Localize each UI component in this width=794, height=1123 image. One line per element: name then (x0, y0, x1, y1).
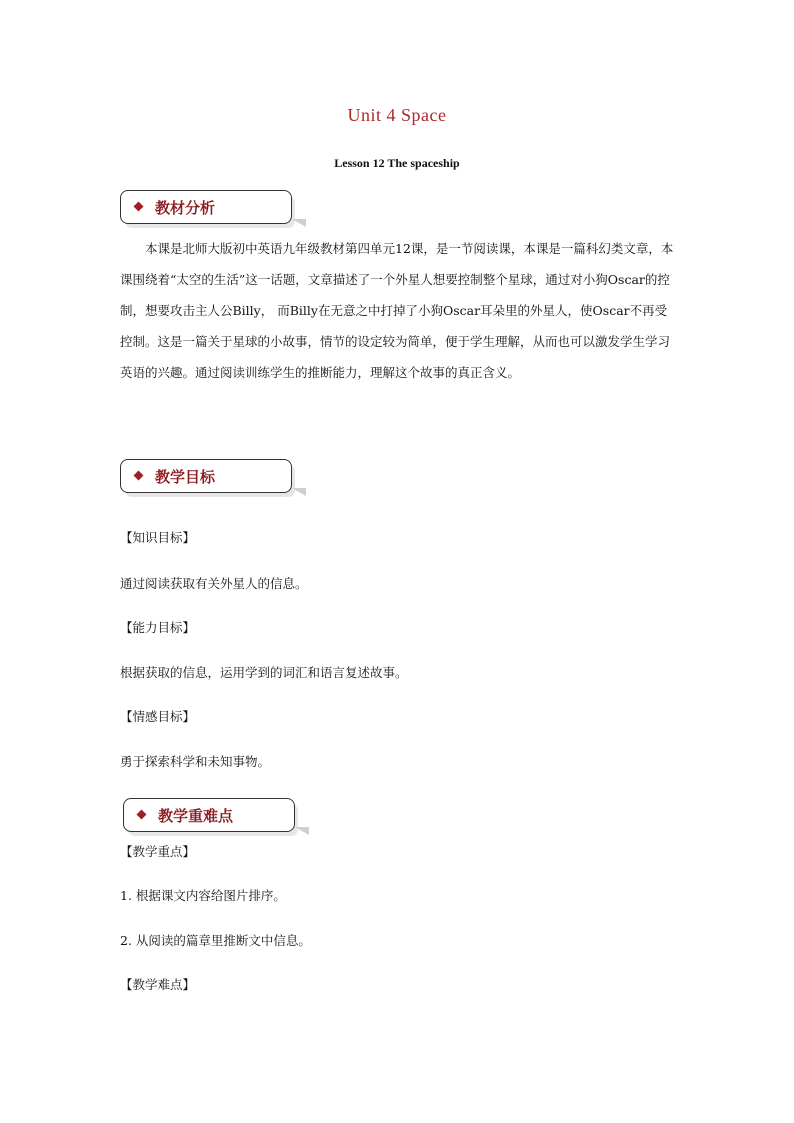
document-title: Unit 4 Space (347, 105, 447, 125)
section-heading-box (123, 798, 295, 832)
key-points-label: 【教学重点】 (120, 844, 196, 859)
emotion-goal-label: 【情感目标】 (120, 709, 196, 724)
section-heading-box (120, 459, 292, 493)
heading-box-tail (292, 219, 306, 227)
emotion-goal-text: 勇于探索科学和未知事物。 (120, 754, 271, 769)
section-heading: 教学重难点 (158, 807, 234, 825)
analysis-paragraph: 本课是北师大版初中英语九年级教材第四单元12课，是一节阅读课，本课是一篇科幻类文章，本课围绕着“太空的生活”这一话题，文章描述了一个外星人想要控制整个星球，通过对小狗Oscar的控制，想要攻击主人公Billy， 而Billy在无意之中打掉了小狗Oscar耳朵里的外星人，使Oscar不再受控制。这是一篇关于星球的小故事，情节的设定较为简单，便于学生理解，从而也可以激发学生学习英语的兴趣。通过阅读训练学生的推断能力，理解这个故事的真正含义。 (120, 241, 674, 380)
key-point-item: 2. 从阅读的篇章里推断文中信息。 (120, 933, 311, 948)
document-subtitle: Lesson 12 The spaceship (334, 156, 460, 170)
section-heading: 教学目标 (155, 468, 216, 486)
difficulty-label: 【教学难点】 (120, 977, 196, 992)
knowledge-goal-text: 通过阅读获取有关外星人的信息。 (120, 576, 308, 591)
diamond-icon (134, 471, 144, 481)
section-heading-box (120, 190, 292, 224)
ability-goal-label: 【能力目标】 (120, 620, 196, 635)
key-point-item: 1. 根据课文内容给图片排序。 (120, 888, 286, 903)
ability-goal-text: 根据获取的信息，运用学到的词汇和语言复述故事。 (120, 665, 408, 680)
heading-box-tail (295, 827, 309, 835)
heading-box-tail (292, 488, 306, 496)
diamond-icon (134, 202, 144, 212)
section-heading: 教材分析 (155, 199, 216, 217)
knowledge-goal-label: 【知识目标】 (120, 530, 196, 545)
diamond-icon (137, 810, 147, 820)
